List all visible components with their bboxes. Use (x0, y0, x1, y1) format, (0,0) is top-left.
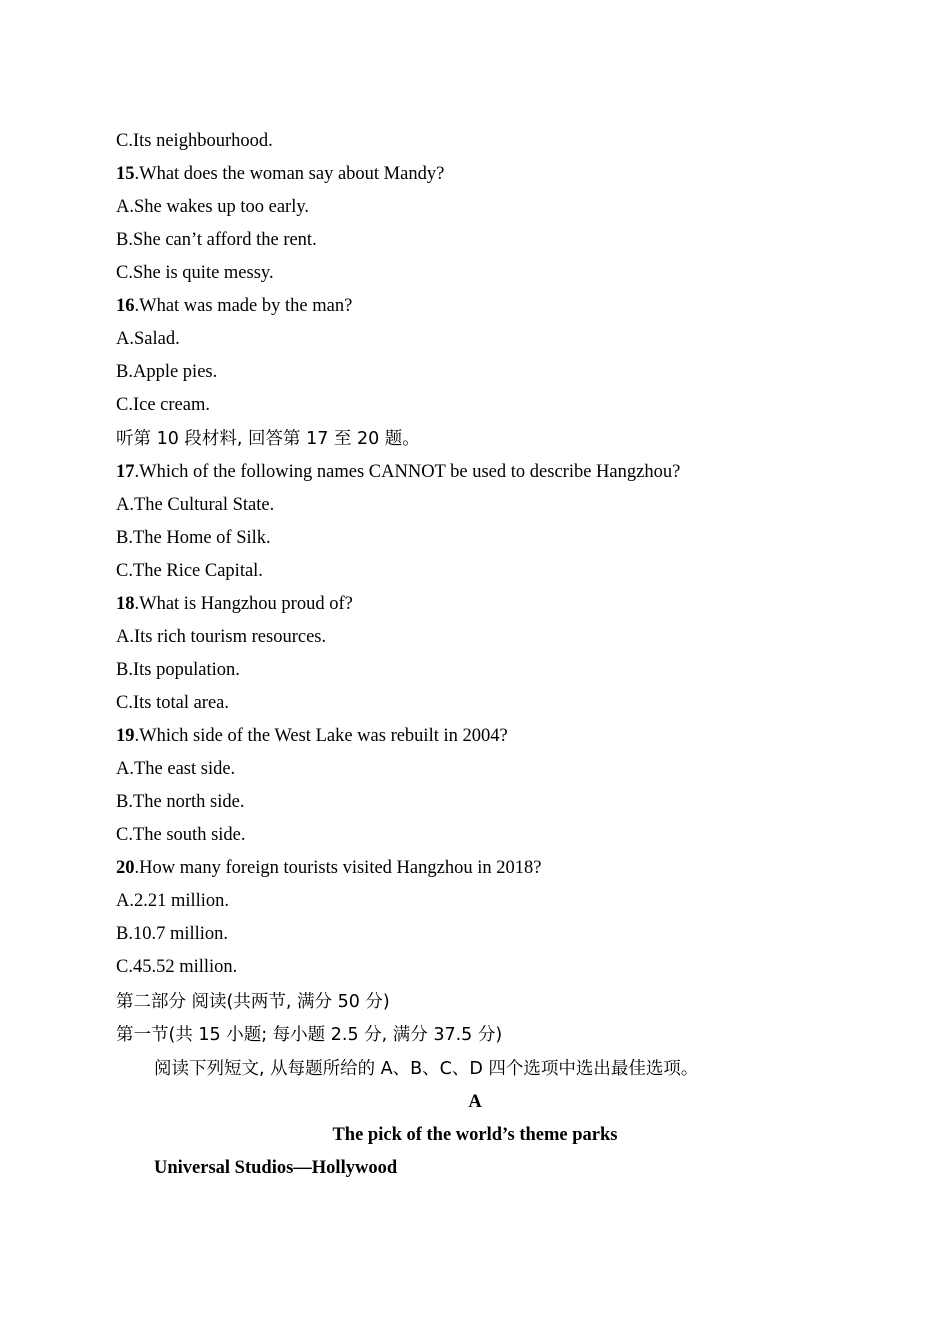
question-20 (116, 856, 834, 880)
option-16a: A.Salad. (116, 329, 180, 349)
option-19b: B.The north side. (116, 792, 245, 812)
question-number: 15 (116, 164, 135, 184)
section-10-instruction: 听第 10 段材料, 回答第 17 至 20 题。 (116, 429, 420, 449)
option-15a: A.She wakes up too early. (116, 197, 310, 217)
question-number: 16 (116, 296, 135, 316)
question-number: 17 (116, 462, 135, 482)
question-17 (116, 460, 834, 484)
question-18 (116, 592, 834, 616)
passage-subheading: Universal Studios—Hollywood (154, 1158, 398, 1178)
question-text: .What does the woman say about Mandy? (134, 164, 445, 184)
question-16 (116, 294, 834, 318)
question-text: .How many foreign tourists visited Hangzhou in 2018? (134, 858, 542, 878)
option-17c: C.The Rice Capital. (116, 561, 263, 581)
option-14c: C.Its neighbourhood. (116, 131, 273, 151)
option-16b: B.Apple pies. (116, 362, 218, 382)
option-19c: C.The south side. (116, 825, 246, 845)
question-text: .What is Hangzhou proud of? (134, 594, 353, 614)
option-17a: A.The Cultural State. (116, 495, 275, 515)
reading-instruction: 阅读下列短文, 从每题所给的 A、B、C、D 四个选项中选出最佳选项。 (154, 1059, 699, 1079)
question-19 (116, 724, 834, 748)
passage-title: The pick of the world’s theme parks (332, 1125, 618, 1145)
question-number: 19 (116, 726, 135, 746)
option-15c: C.She is quite messy. (116, 263, 274, 283)
option-20c: C.45.52 million. (116, 957, 238, 977)
part-2-heading: 第二部分 阅读(共两节, 满分 50 分) (116, 992, 390, 1012)
option-18a: A.Its rich tourism resources. (116, 627, 327, 647)
option-19a: A.The east side. (116, 759, 236, 779)
question-number: 20 (116, 858, 135, 878)
question-number: 18 (116, 594, 135, 614)
question-text: .What was made by the man? (134, 296, 353, 316)
question-text: .Which side of the West Lake was rebuilt in 2004? (134, 726, 508, 746)
option-20b: B.10.7 million. (116, 924, 229, 944)
option-15b: B.She can’t afford the rent. (116, 230, 317, 250)
question-15 (116, 162, 834, 186)
option-16c: C.Ice cream. (116, 395, 210, 415)
option-18c: C.Its total area. (116, 693, 230, 713)
section-1-heading: 第一节(共 15 小题; 每小题 2.5 分, 满分 37.5 分) (116, 1025, 503, 1045)
question-text: .Which of the following names CANNOT be used to describe Hangzhou? (134, 462, 681, 482)
option-20a: A.2.21 million. (116, 891, 230, 911)
passage-letter: A (468, 1092, 482, 1112)
option-18b: B.Its population. (116, 660, 240, 680)
option-17b: B.The Home of Silk. (116, 528, 271, 548)
